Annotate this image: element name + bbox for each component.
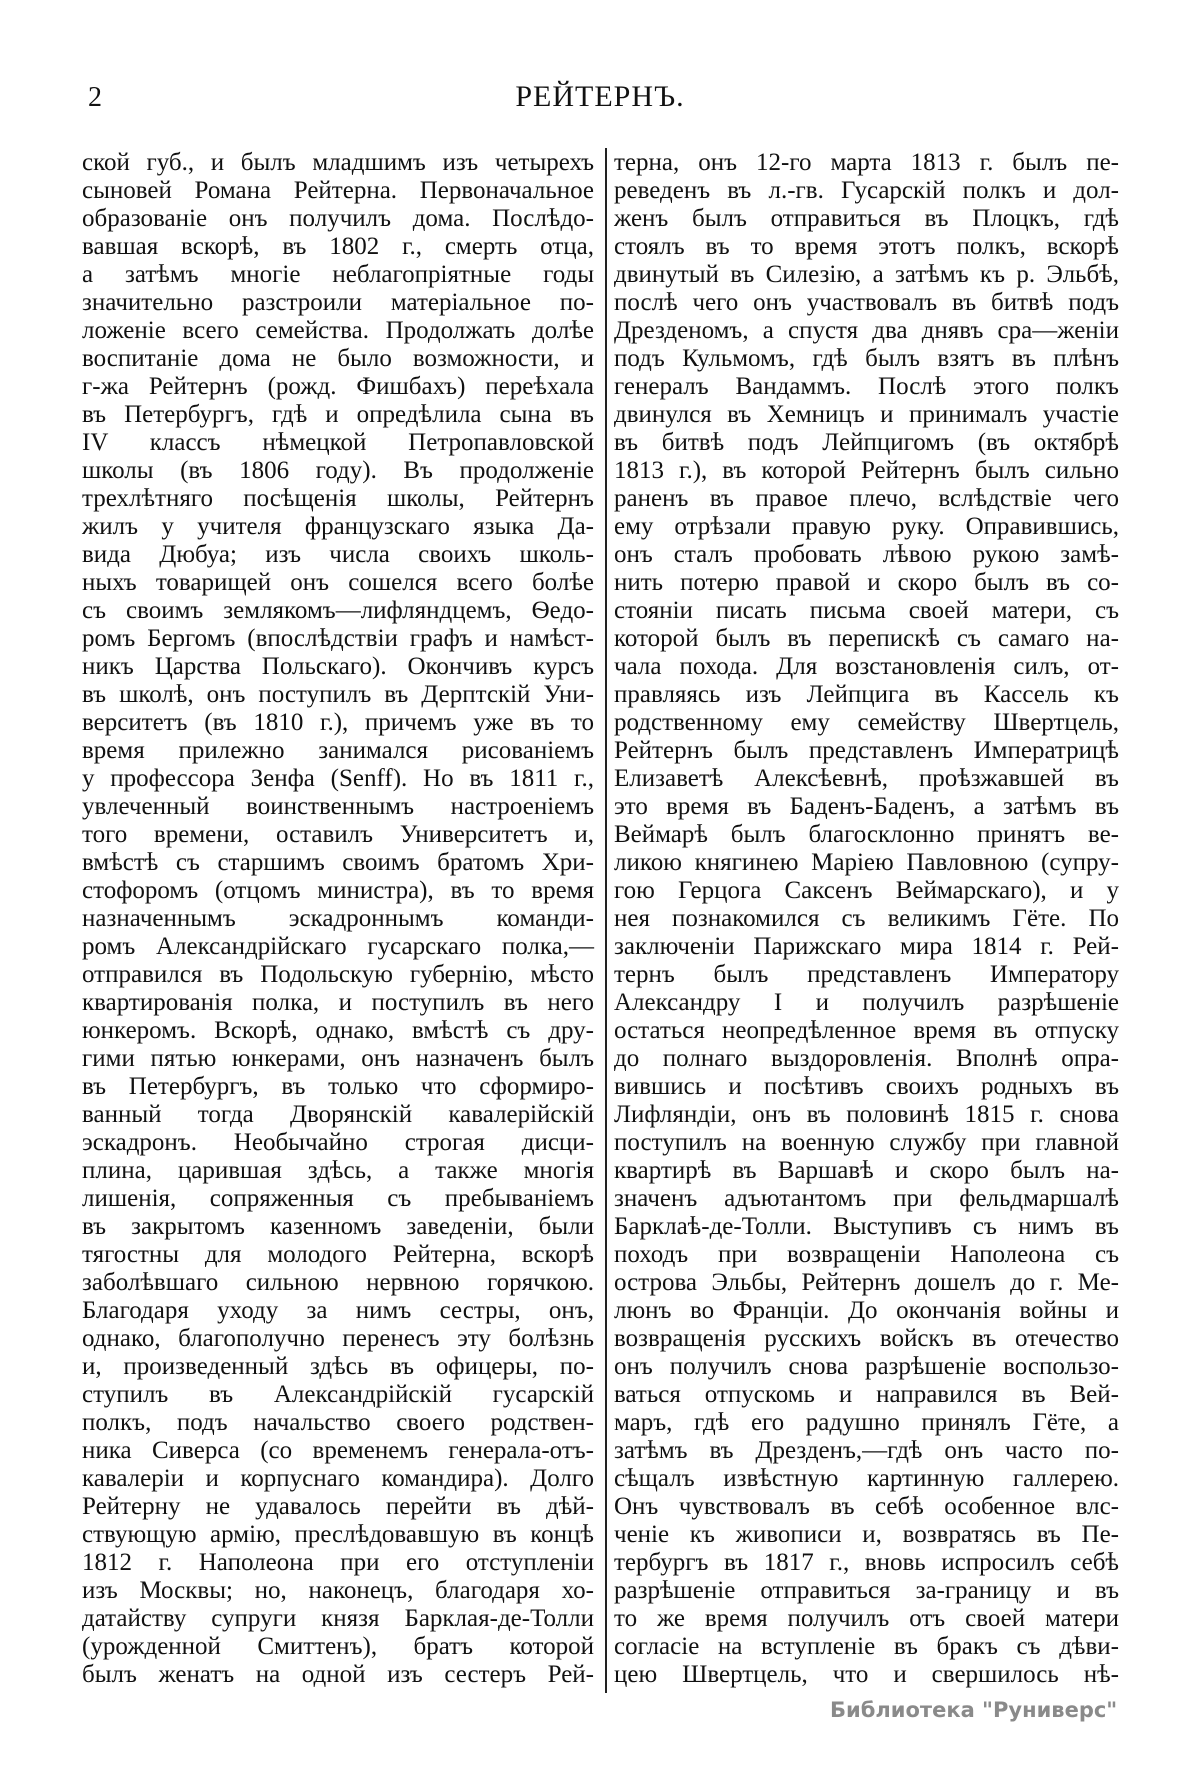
text-line: время прилежно занимался рисованіемъ — [82, 737, 594, 764]
text-line: верситетъ (въ 1810 г.), причемъ уже въ то — [82, 709, 594, 736]
text-line: въ школѣ, онъ поступилъ въ Дерптскій Уни- — [82, 681, 594, 708]
text-line: 1812 г. Наполеона при его отступленіи — [82, 1549, 594, 1576]
text-line: школы (въ 1806 году). Въ продолженіе — [82, 457, 594, 484]
text-line: Александру I и получилъ разрѣшеніе — [614, 989, 1119, 1016]
text-line: вавшая вскорѣ, въ 1802 г., смерть отца, — [82, 233, 594, 260]
text-line: онъ сталъ пробовать лѣвою рукою замѣ- — [614, 541, 1119, 568]
text-line: Рейтернъ былъ представленъ Императрицѣ — [614, 737, 1119, 764]
text-line: правляясь изъ Лейпцига въ Кассель къ — [614, 681, 1119, 708]
text-line: кавалеріи и корпуснаго командира). Долго — [82, 1465, 594, 1492]
text-line: возвращенія русскихъ войскъ въ отечество — [614, 1325, 1119, 1352]
text-line: разрѣшеніе отправиться за-границу и въ — [614, 1577, 1119, 1604]
text-line: сыновей Романа Рейтерна. Первоначальное — [82, 177, 594, 204]
text-line: заболѣвшаго сильною нервною горячкою. — [82, 1269, 594, 1296]
text-line: это время въ Баденъ-Баденъ, а затѣмъ въ — [614, 793, 1119, 820]
text-line: вмѣстѣ съ старшимъ своимъ братомъ Хри- — [82, 849, 594, 876]
text-line: въ Петербургъ, гдѣ и опредѣлила сына въ — [82, 401, 594, 428]
column-divider — [605, 148, 607, 1693]
text-line: значенъ адъютантомъ при фельдмаршалѣ — [614, 1185, 1119, 1212]
text-line: ему отрѣзали правую руку. Оправившись, — [614, 513, 1119, 540]
text-line: 1813 г.), въ которой Рейтернъ былъ сильно — [614, 457, 1119, 484]
text-line: нить потерю правой и скоро былъ въ со- — [614, 569, 1119, 596]
text-line: ромъ Александрійскаго гусарскаго полка,— — [82, 933, 594, 960]
text-line: того времени, оставилъ Университетъ и, — [82, 821, 594, 848]
text-line: гою Герцога Саксенъ Веймарскаго), и у — [614, 877, 1119, 904]
text-line: маръ, гдѣ его радушно принялъ Гёте, а — [614, 1409, 1119, 1436]
text-line: ченіе къ живописи и, возвратясь въ Пе- — [614, 1521, 1119, 1548]
text-line: Благодаря уходу за нимъ сестры, онъ, — [82, 1297, 594, 1324]
text-line: лишенія, сопряженныя съ пребываніемъ — [82, 1185, 594, 1212]
text-line: ромъ Бергомъ (впослѣдствіи графъ и намѣст- — [82, 625, 594, 652]
text-line: юнкеромъ. Вскорѣ, однако, вмѣстѣ съ дру- — [82, 1017, 594, 1044]
text-line: тернъ былъ представленъ Императору — [614, 961, 1119, 988]
text-line: ныхъ товарищей онъ сошелся всего болѣе — [82, 569, 594, 596]
text-line: назначеннымъ эскадроннымъ команди- — [82, 905, 594, 932]
text-line: стояніи писать письма своей матери, съ — [614, 597, 1119, 624]
text-line: (урожденной Смиттенъ), братъ которой — [82, 1633, 594, 1660]
text-line: заключеніи Парижскаго мира 1814 г. Рей- — [614, 933, 1119, 960]
text-line: образованіе онъ получилъ дома. Послѣдо- — [82, 205, 594, 232]
text-line: воспитаніе дома не было возможности, и — [82, 345, 594, 372]
running-head: РЕЙТЕРНЪ. — [515, 80, 685, 113]
text-line: раненъ въ правое плечо, вслѣдствіе чего — [614, 485, 1119, 512]
text-line: цею Швертцель, что и свершилось нѣ- — [614, 1661, 1119, 1688]
text-line: квартирѣ въ Варшавѣ и скоро былъ на- — [614, 1157, 1119, 1184]
text-line: вида Дюбуа; изъ числа своихъ школь- — [82, 541, 594, 568]
text-line: подъ Кульмомъ, гдѣ былъ взятъ въ плѣнъ — [614, 345, 1119, 372]
text-line: Веймарѣ былъ благосклонно принятъ ве- — [614, 821, 1119, 848]
text-line: двинулся въ Хемницъ и принималъ участіе — [614, 401, 1119, 428]
text-line: вившись и посѣтивъ своихъ родныхъ въ — [614, 1073, 1119, 1100]
text-line: съ своимъ землякомъ—лифляндцемъ, Ѳедо- — [82, 597, 594, 624]
text-line: датайству супруги князя Барклая-де-Толли — [82, 1605, 594, 1632]
text-line: остаться неопредѣленное время въ отпуску — [614, 1017, 1119, 1044]
text-line: г-жа Рейтернъ (рожд. Фишбахъ) переѣхала — [82, 373, 594, 400]
text-line: жилъ у учителя французскаго языка Да- — [82, 513, 594, 540]
text-line: никъ Царства Польскаго). Окончивъ курсъ — [82, 653, 594, 680]
text-line: терна, онъ 12-го марта 1813 г. былъ пе- — [614, 149, 1119, 176]
text-line: ванный тогда Дворянскій кавалерійскій — [82, 1101, 594, 1128]
text-line: послѣ чего онъ участвовалъ въ битвѣ подъ — [614, 289, 1119, 316]
library-watermark: Библиотека "Руниверс" — [830, 1698, 1118, 1722]
text-line: онъ получилъ снова разрѣшеніе воспользо- — [614, 1353, 1119, 1380]
text-line: до полнаго выздоровленія. Вполнѣ опра- — [614, 1045, 1119, 1072]
text-line: изъ Москвы; но, наконецъ, благодаря хо- — [82, 1577, 594, 1604]
text-line: согласіе на вступленіе въ бракъ съ дѣви- — [614, 1633, 1119, 1660]
text-line: въ Петербургъ, въ только что сформиро- — [82, 1073, 594, 1100]
text-line: полкъ, подъ начальство своего родствен- — [82, 1409, 594, 1436]
text-line: которой былъ въ перепискѣ съ самаго на- — [614, 625, 1119, 652]
text-line: отправился въ Подольскую губернію, мѣсто — [82, 961, 594, 988]
text-line: тягостны для молодого Рейтерна, вскорѣ — [82, 1241, 594, 1268]
text-line: ской губ., и былъ младшимъ изъ четырехъ — [82, 149, 594, 176]
text-line: двинутый въ Силезію, а затѣмъ къ р. Эльбѣ, — [614, 261, 1119, 288]
text-line: а затѣмъ многіе неблагопріятные годы — [82, 261, 594, 288]
text-line: Дрезденомъ, а спустя два днявъ сра—женіи — [614, 317, 1119, 344]
text-line: ствующую армію, преслѣдовавшую въ концѣ — [82, 1521, 594, 1548]
text-line: Лифляндіи, онъ въ половинѣ 1815 г. снова — [614, 1101, 1119, 1128]
text-line: стофоромъ (отцомъ министра), въ то время — [82, 877, 594, 904]
text-line: генералъ Вандаммъ. Послѣ этого полкъ — [614, 373, 1119, 400]
text-line: квартированія полка, и поступилъ въ него — [82, 989, 594, 1016]
text-line: былъ женатъ на одной изъ сестеръ Рей- — [82, 1661, 594, 1688]
text-line: Рейтерну не удавалось перейти въ дѣй- — [82, 1493, 594, 1520]
text-line: въ закрытомъ казенномъ заведеніи, были — [82, 1213, 594, 1240]
text-line: Елизаветѣ Алексѣевнѣ, проѣзжавшей въ — [614, 765, 1119, 792]
text-line: ложеніе всего семейства. Продолжать долѣе — [82, 317, 594, 344]
text-line: женъ былъ отправиться въ Плоцкъ, гдѣ — [614, 205, 1119, 232]
text-line: Онъ чувствовалъ въ себѣ особенное влс- — [614, 1493, 1119, 1520]
text-line: значительно разстроили матеріальное по- — [82, 289, 594, 316]
left-column — [82, 149, 594, 1689]
text-line: эскадронъ. Необычайно строгая дисци- — [82, 1129, 594, 1156]
text-line: ника Сиверса (со временемъ генерала-отъ- — [82, 1437, 594, 1464]
text-line: сѣщалъ извѣстную картинную галлерею. — [614, 1465, 1119, 1492]
text-line: плина, царившая здѣсь, а также многія — [82, 1157, 594, 1184]
text-line: въ битвѣ подъ Лейпцигомъ (въ октябрѣ — [614, 429, 1119, 456]
text-line: IV классъ нѣмецкой Петропавловской — [82, 429, 594, 456]
text-line: затѣмъ въ Дрезденъ,—гдѣ онъ часто по- — [614, 1437, 1119, 1464]
text-line: поступилъ на военную службу при главной — [614, 1129, 1119, 1156]
text-line: ликою княгинею Маріею Павловною (супру- — [614, 849, 1119, 876]
text-line: однако, благополучно перенесъ эту болѣзнь — [82, 1325, 594, 1352]
page-number: 2 — [88, 82, 102, 113]
text-line: ваться отпускомь и направился въ Вей- — [614, 1381, 1119, 1408]
text-line: люнъ во Франціи. До окончанія войны и — [614, 1297, 1119, 1324]
text-line: и, произведенный здѣсь въ офицеры, по- — [82, 1353, 594, 1380]
text-line: стоялъ въ то время этотъ полкъ, вскорѣ — [614, 233, 1119, 260]
text-line: острова Эльбы, Рейтернъ дошелъ до г. Ме- — [614, 1269, 1119, 1296]
text-line: у профессора Зенфа (Senff). Но въ 1811 г., — [82, 765, 594, 792]
text-line: увлеченный воинственнымъ настроеніемъ — [82, 793, 594, 820]
text-line: гими пятью юнкерами, онъ назначенъ былъ — [82, 1045, 594, 1072]
text-line: чала похода. Для возстановленія силъ, от- — [614, 653, 1119, 680]
text-line: Барклаѣ-де-Толли. Выступивъ съ нимъ въ — [614, 1213, 1119, 1240]
text-line: тербургъ въ 1817 г., вновь испросилъ себѣ — [614, 1549, 1119, 1576]
text-line: реведенъ въ л.-гв. Гусарскій полкъ и дол- — [614, 177, 1119, 204]
text-line: походъ при возвращеніи Наполеона съ — [614, 1241, 1119, 1268]
text-line: родственному ему семейству Швертцель, — [614, 709, 1119, 736]
text-line: нея познакомился съ великимъ Гёте. По — [614, 905, 1119, 932]
text-line: трехлѣтняго посѣщенія школы, Рейтернъ — [82, 485, 594, 512]
text-line: ступилъ въ Александрійскій гусарскій — [82, 1381, 594, 1408]
right-column — [614, 149, 1119, 1689]
text-line: то же время получилъ отъ своей матери — [614, 1605, 1119, 1632]
